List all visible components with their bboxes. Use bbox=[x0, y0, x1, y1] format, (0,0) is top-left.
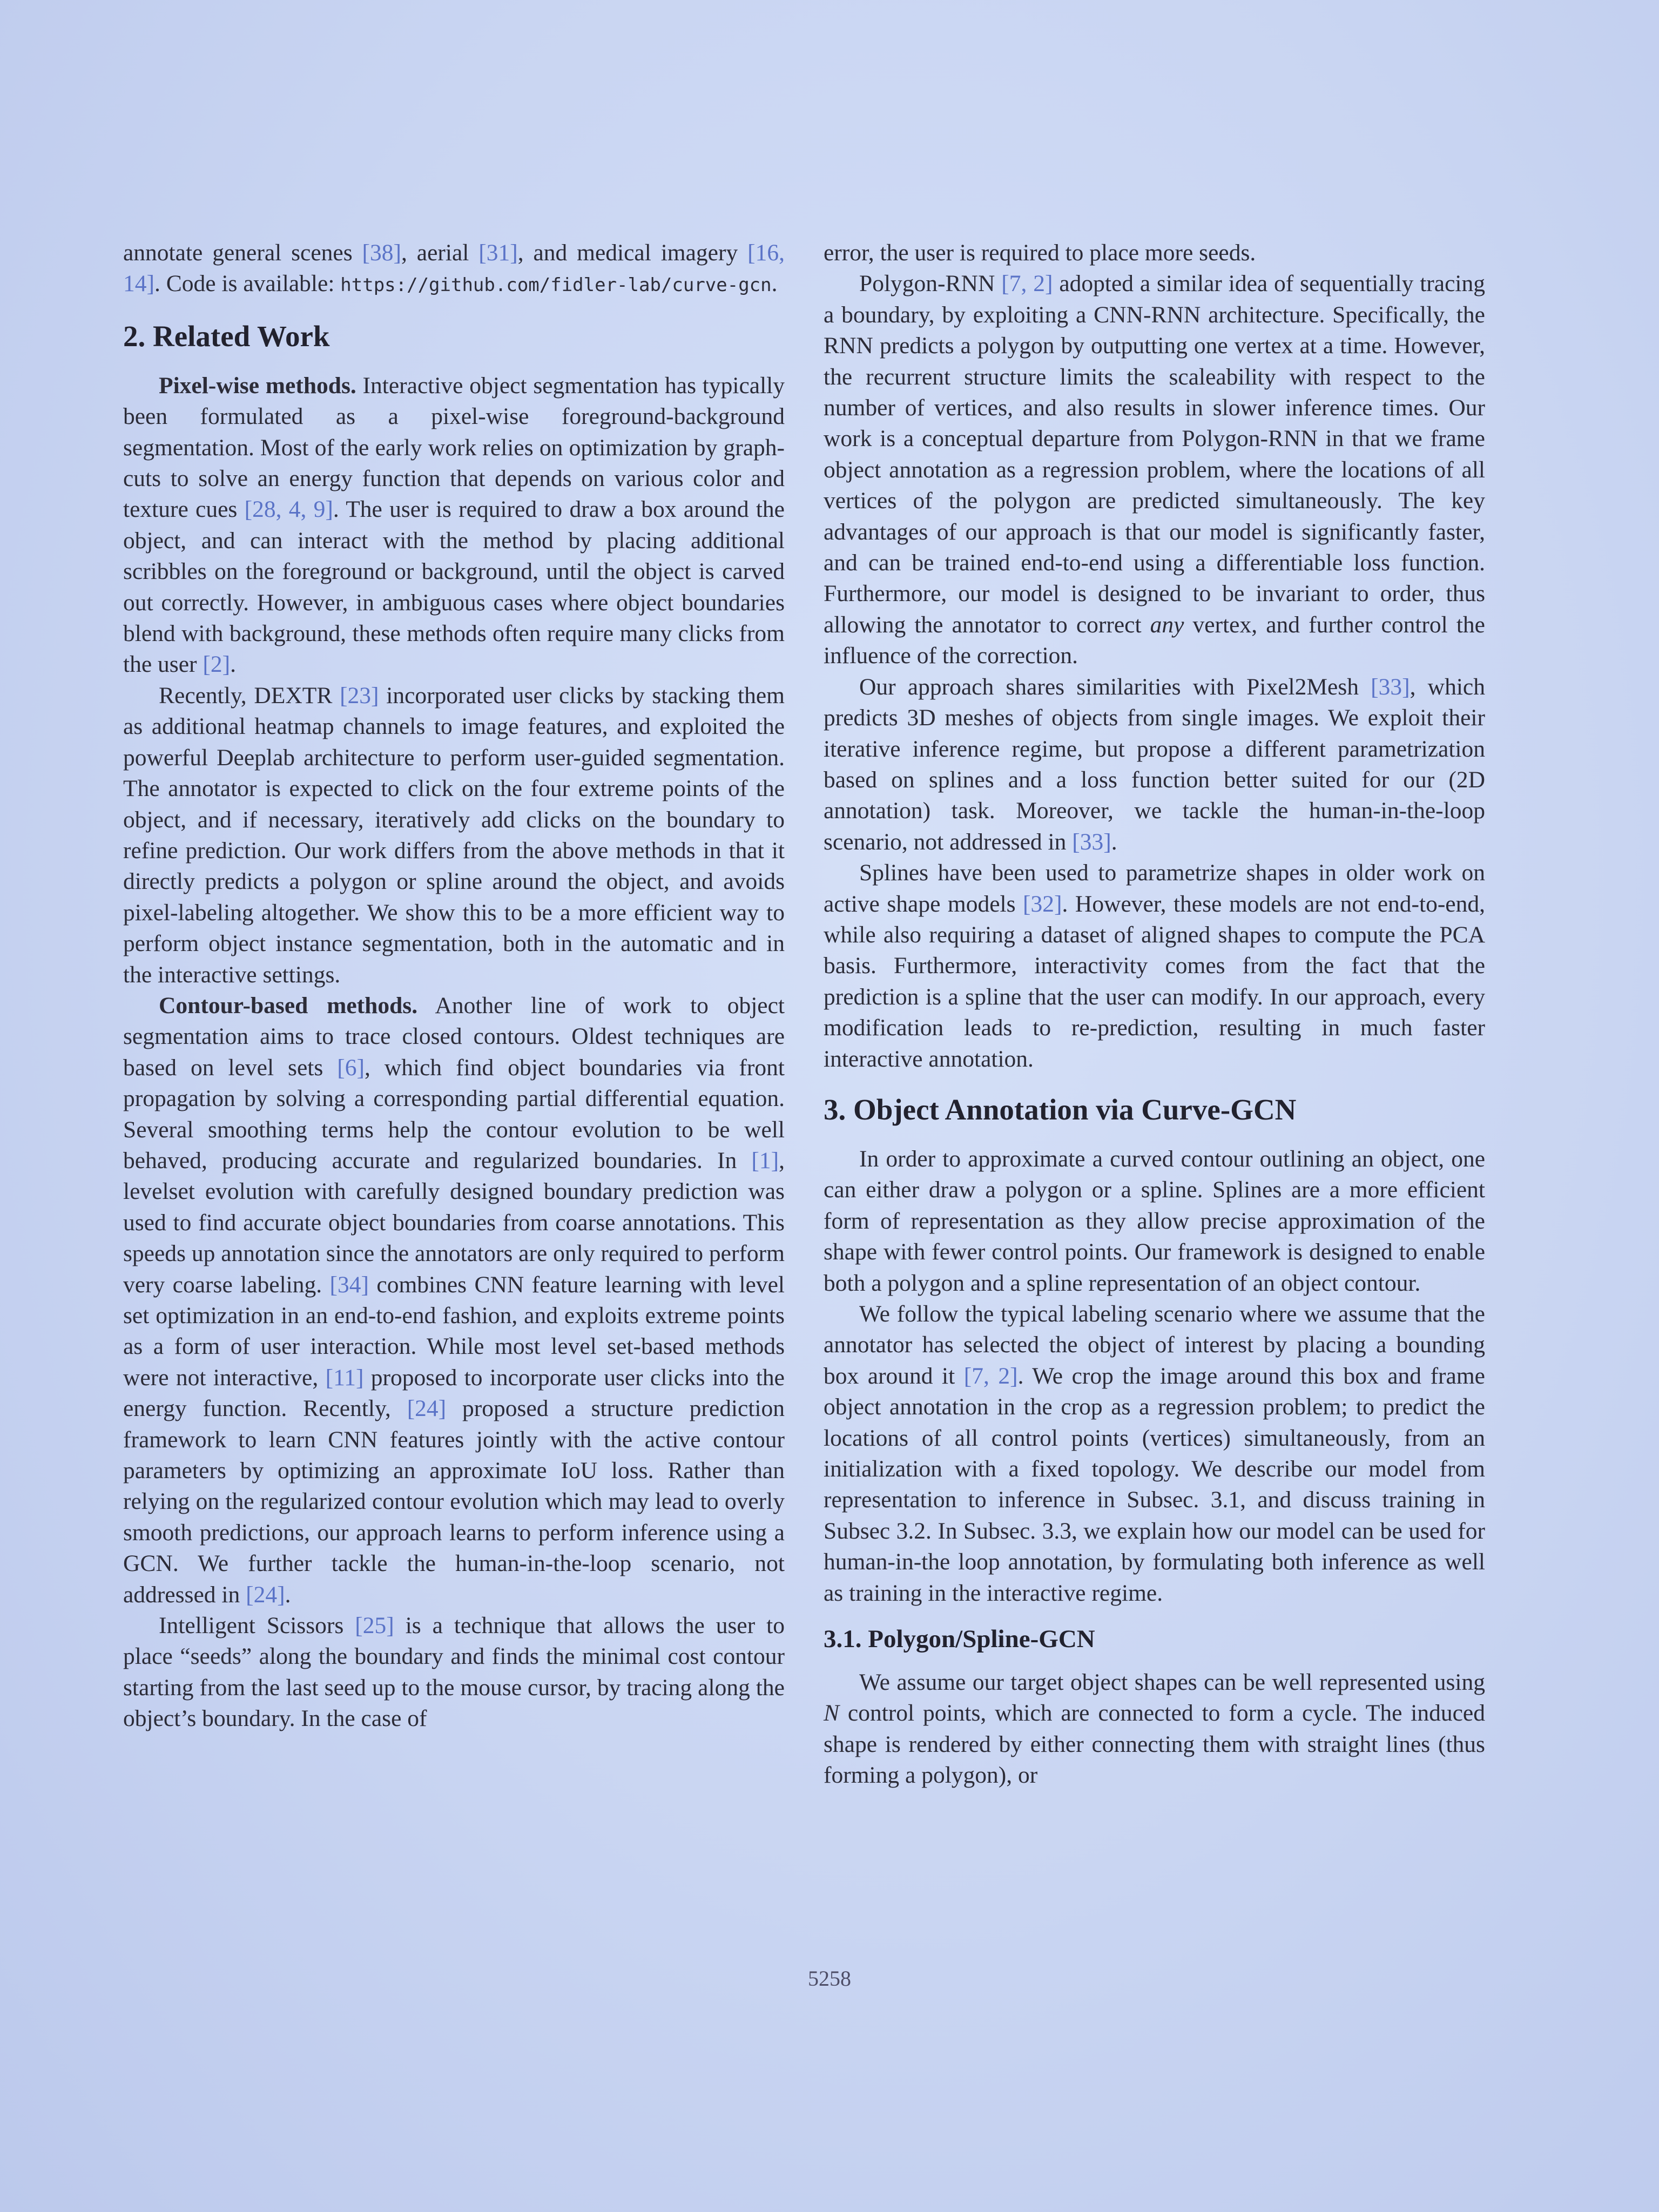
paragraph-labeling-scenario: We follow the typical labeling scenario where we assume that the annotator has selected the object of interest by placing a bounding box around it [7, 2]. We crop the image around this box and frame object annotation in the crop as a regression problem; to predict the locations of all control points (vertices) simultaneously, from an initialization with a fixed topology. We describe our model from representation to inference in Subsec. 3.1, and discuss training in Subsec 3.2. In Subsec. 3.3, we explain how our model can be used for human-in-the loop annotation, by formulating both inference as well as training in the interactive regime. bbox=[824, 1301, 1485, 1606]
scissors-continuation: error, the user is required to place more seeds. bbox=[824, 240, 1256, 266]
page-number: 5258 bbox=[808, 1966, 851, 1991]
left-column bbox=[123, 238, 785, 1735]
paragraph-control-points: We assume our target object shapes can be well represented using N control points, which are connected to form a cycle. The induced shape is rendered by either connecting them with straight lines (thus forming a polygon), or bbox=[824, 1669, 1485, 1789]
section-heading-curve-gcn: 3. Object Annotation via Curve-GCN bbox=[824, 1092, 1297, 1126]
code-url: https://github.com/fidler-lab/curve-gcn bbox=[340, 274, 772, 296]
paragraph-pixel2mesh: Our approach shares similarities with Pixel2Mesh [33], which predicts 3D meshes of objects from single images. We exploit their iterative inference regime, but propose a different parametrization based on splines and a loss function better suited for our (2D annotation) task. Moreover, we tackle the human-in-the-loop scenario, not addressed in [33]. bbox=[824, 673, 1485, 855]
paragraph-contour-based: Contour-based methods. Another line of work to object segmentation aims to trace closed contours. Oldest techniques are based on level sets [6], which find object boundaries via front propagation by solving a corresponding partial differential equation. Several smoothing terms help the contour evolution to be well behaved, producing accurate and regularized boundaries. In [1], levelset evolution with carefully designed boundary prediction was used to find accurate object boundaries from coarse annotations. This speeds up annotation since the annotators are only required to perform very coarse labeling. [34] combines CNN feature learning with level set optimization in an end-to-end fashion, and exploits extreme points as a form of user interaction. While most level set-based methods were not interactive, [11] proposed to incorporate user clicks into the energy function. Recently, [24] proposed a structure prediction framework to learn CNN features jointly with the active contour parameters by optimizing an approximate IoU loss. Rather than relying on the regularized contour evolution which may lead to overly smooth predictions, our approach learns to perform inference using a GCN. We further tackle the human-in-the-loop scenario, not addressed in [24]. bbox=[123, 992, 785, 1608]
paragraph-approximate-contour: In order to approximate a curved contour outlining an object, one can either draw a polygon or a spline. Splines are a more efficient form of representation as they allow precise approximation of the shape with fewer control points. Our framework is designed to enable both a polygon and a spline representation of an object contour. bbox=[824, 1145, 1485, 1296]
subsection-heading-polygon-spline-gcn: 3.1. Polygon/Spline-GCN bbox=[824, 1625, 1095, 1654]
paragraph-pixel-wise: Pixel-wise methods. Interactive object segmentation has typically been formulated as a pixel-wise foreground-background segmentation. Most of the early work relies on optimization by graph-cuts to solve an energy function that depends on various color and texture cues [28, 4, 9]. The user is required to draw a box around the object, and can interact with the method by placing additional scribbles on the foreground or background, until the object is carved out correctly. However, in ambiguous cases where object boundaries blend with background, these methods often require many clicks from the user [2]. bbox=[123, 372, 785, 678]
paragraph-intelligent-scissors: Intelligent Scissors [25] is a technique that allows the user to place “seeds” along the boundary and finds the minimal cost contour starting from the last seed up to the mouse cursor, by tracing along the object’s boundary. In the case of bbox=[123, 1613, 785, 1732]
paragraph-dextr: Recently, DEXTR [23] incorporated user clicks by stacking them as additional heatmap channels to image features, and exploited the powerful Deeplab architecture to perform user-guided segmentation. The annotator is expected to click on the four extreme points of the object, and if necessary, iteratively add clicks on the boundary to refine prediction. Our work differs from the above methods in that it directly predicts a polygon or spline around the object, and avoids pixel-labeling altogether. We show this to be a more efficient way to perform object instance segmentation, both in the automatic and in the interactive settings. bbox=[123, 682, 785, 988]
paragraph-splines: Splines have been used to parametrize shapes in older work on active shape models [32]. However, these models are not end-to-end, while also requiring a dataset of aligned shapes to compute the PCA basis. Furthermore, interactivity comes from the fact that the prediction is a spline that the user can modify. In our approach, every modification leads to re-prediction, resulting in much faster interactive annotation. bbox=[824, 860, 1485, 1072]
paragraph-polygon-rnn: Polygon-RNN [7, 2] adopted a similar idea of sequentially tracing a boundary, by exploiting a CNN-RNN architecture. Specifically, the RNN predicts a polygon by outputting one vertex at a time. However, the recurrent structure limits the scaleability with respect to the number of vertices, and also results in slower inference times. Our work is a conceptual departure from Polygon-RNN in that we frame object annotation as a regression problem, where the locations of all vertices of the polygon are predicted simultaneously. The key advantages of our approach is that our model is significantly faster, and can be trained end-to-end using a differentiable loss function. Furthermore, our model is designed to be invariant to order, thus allowing the annotator to correct any vertex, and further control the influence of the correction. bbox=[824, 271, 1485, 669]
right-column bbox=[824, 238, 1485, 1791]
section-heading-related-work: 2. Related Work bbox=[123, 319, 330, 353]
intro-continuation: annotate general scenes [38], aerial [31], and medical imagery [16, 14]. Code is available: https://github.com/fidler-lab/curve-gcn. bbox=[123, 240, 785, 297]
